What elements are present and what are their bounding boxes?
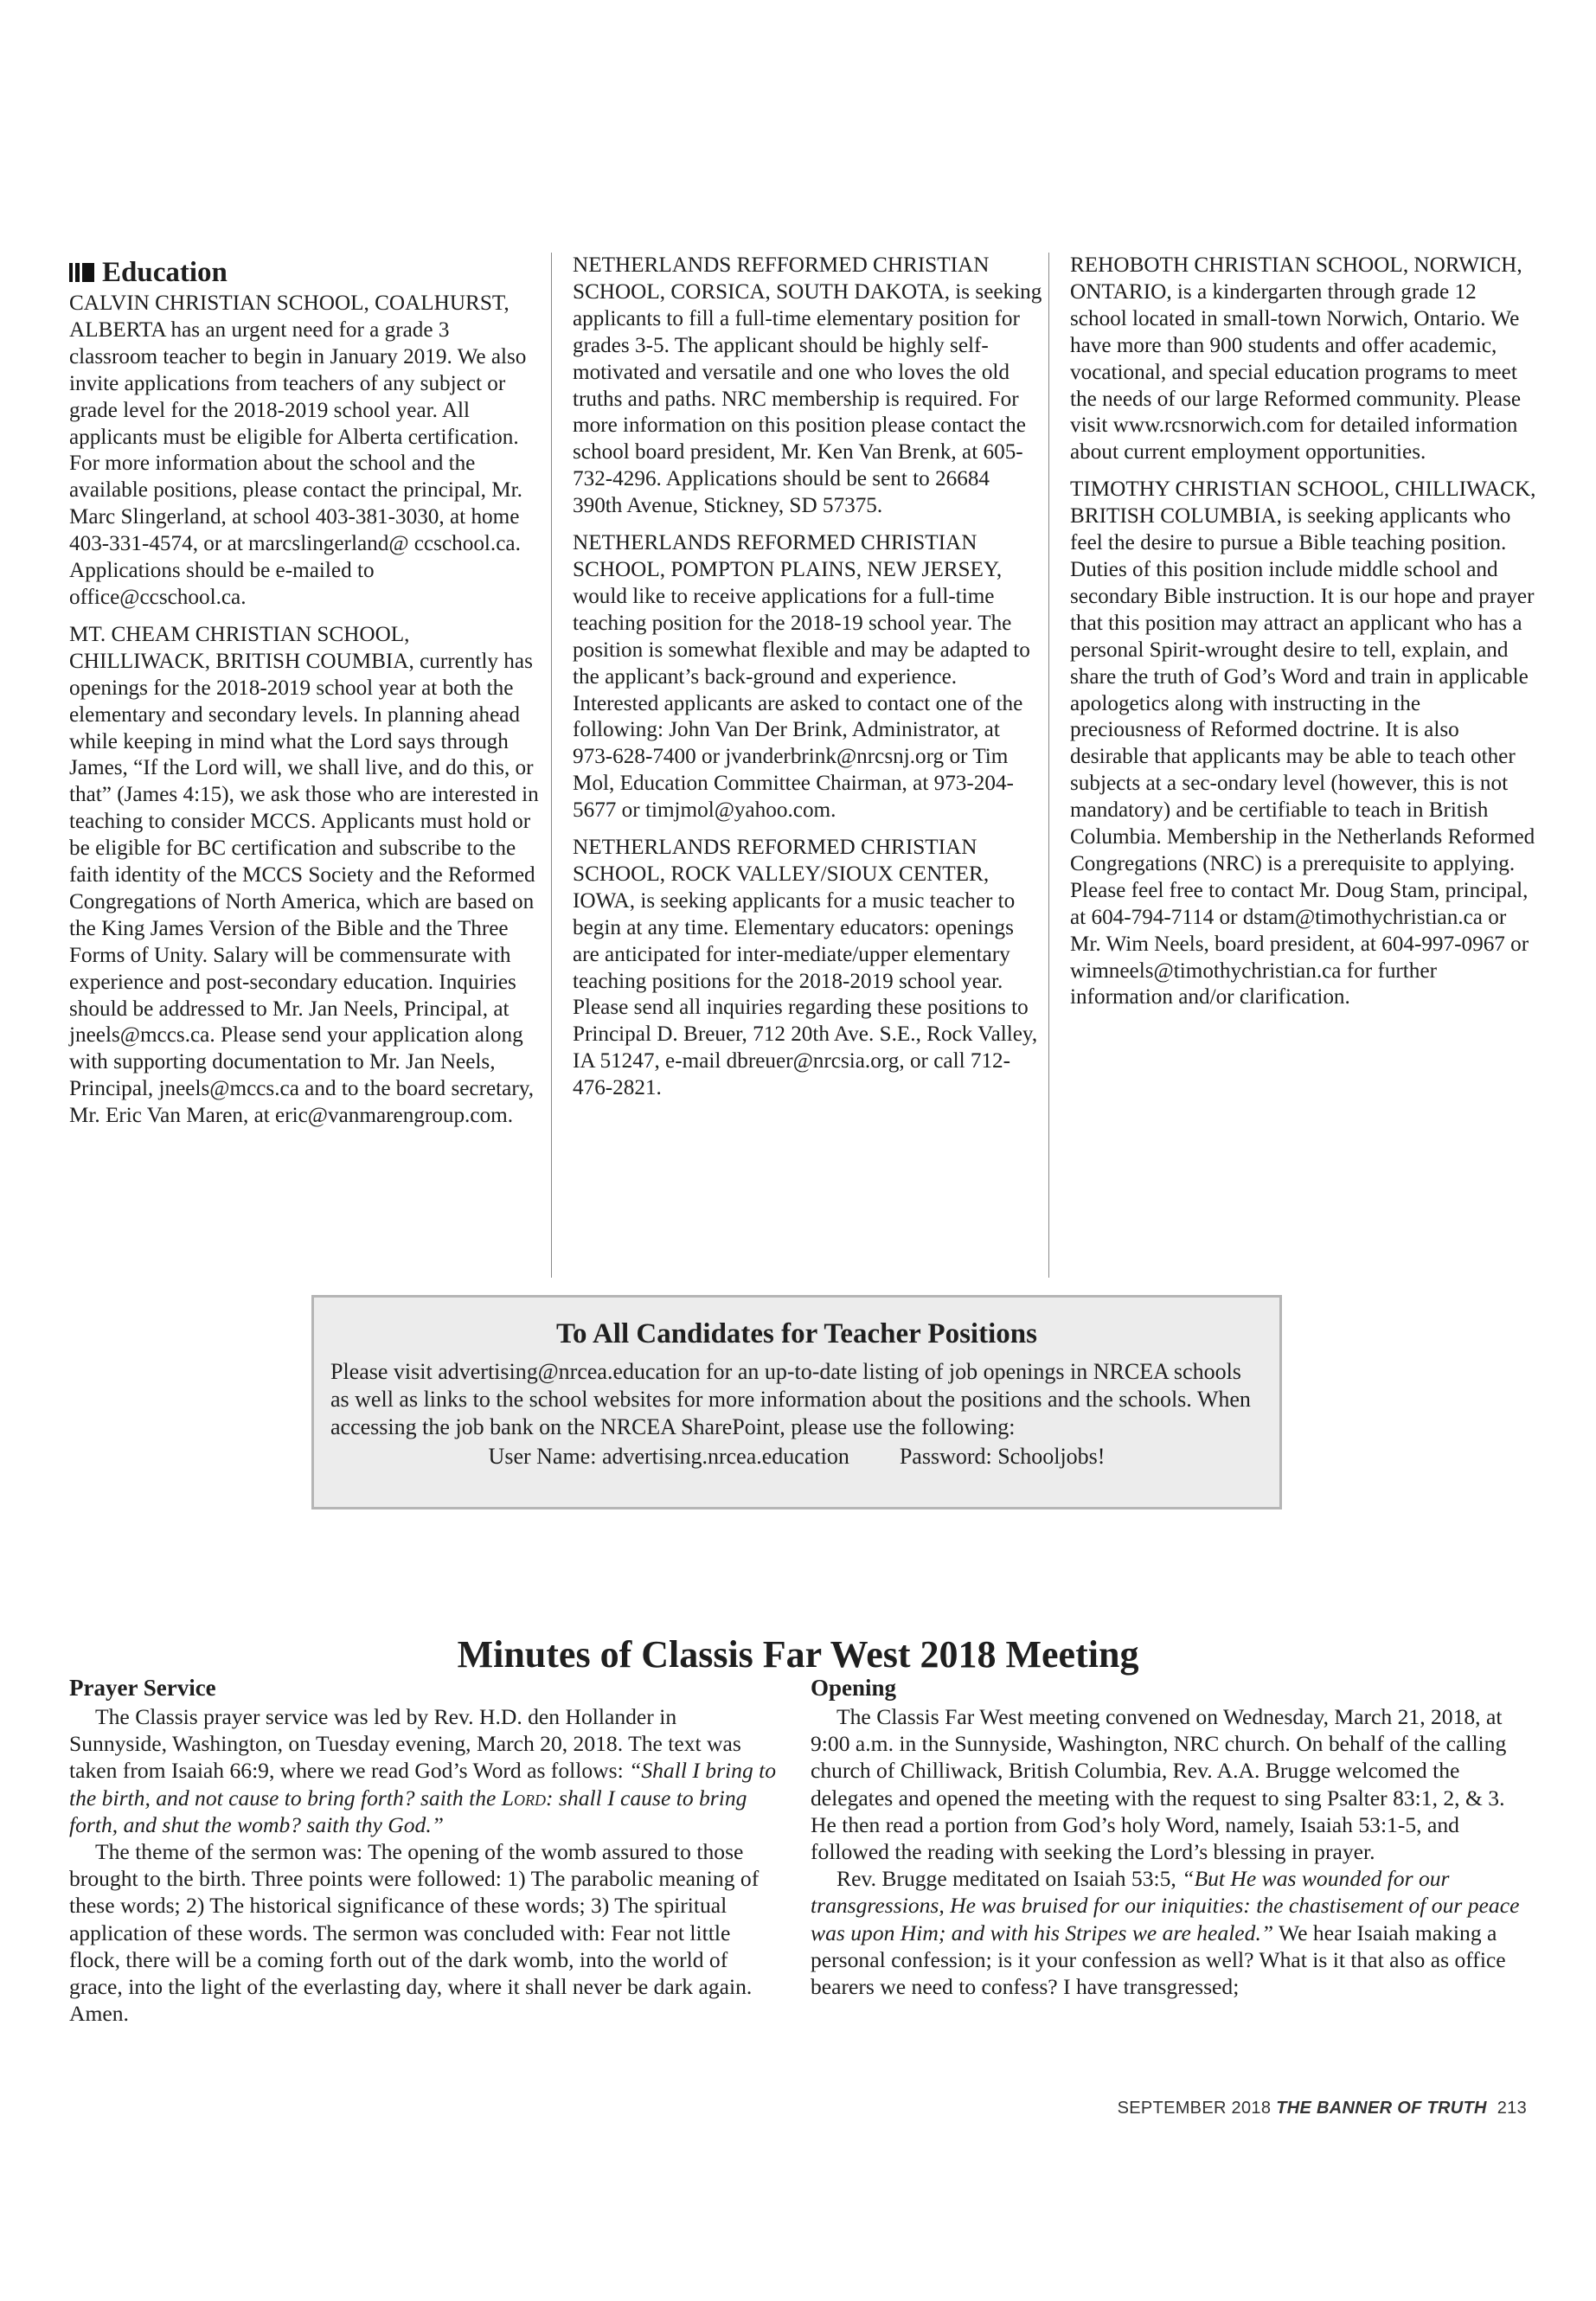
ad-mt-cheam-christian-school: MT. CHEAM CHRISTIAN SCHOOL, CHILLIWACK, BRITISH COUMBIA, currently has openings for the 2018-2019 school year at both the elementary and secondary levels. In planning ahead while keeping in mind what the Lord says through James, “If the Lord will, we shall live, and do this, or that” (James 4:15), we ask those who are interested in teaching to consider MCCS. Applicants must hold or be eligible for BC certification and subscribe to the faith identity of the MCCS Society and the Reformed Congregations of North America, which are based on the King James Version of the Bible and the Three Forms of Unity. Salary will be commensurate with experience and post-secondary education. Inquiries should be addressed to Mr. Jan Neels, Principal, at jneels@mccs.ca. Please send your application along with supporting documentation to Mr. Jan Neels, Principal, jneels@mccs.ca and to the board secretary, Mr. Eric Van Maren, at eric@vanmarengroup.com.	[69, 622, 539, 1128]
prayer-service-paragraph-1	[69, 1703, 779, 1838]
ad-rehoboth-christian-school: REHOBOTH CHRISTIAN SCHOOL, NORWICH, ONTARIO, is a kindergarten through grade 12 school located in small-town Norwich, Ontario. We have more than 900 students and offer academic, vocational, and special education programs to meet the needs of our large Reformed community. Please visit www.rcsnorwich.com for detailed information about current employment opportunities.	[1070, 253, 1522, 465]
notice-title: To All Candidates for Teacher Positions	[556, 1318, 1037, 1349]
page-number: 213	[1497, 2099, 1527, 2118]
column-divider	[551, 253, 552, 1278]
opening-column	[811, 1674, 1520, 2000]
notice-credentials	[314, 1443, 1279, 1471]
notice-username: User Name: advertising.nrcea.education	[488, 1444, 849, 1469]
teacher-candidates-notice	[311, 1295, 1282, 1509]
ad-nrcs-rock-valley: NETHERLANDS REFORMED CHRISTIAN SCHOOL, ROCK VALLEY/SIOUX CENTER, IOWA, is seeking applicants for a music teacher to begin at any time. Elementary educators: openings are anticipated for inter-mediate/upper elementary teaching positions for the 2018-2019 school year. Please send all inquiries regarding these positions to Principal D. Breuer, 712 20th Ave. S.E., Rock Valley, IA 51247, e-mail dbreuer@nrcsia.org, or call 712-476-2821.	[573, 836, 1038, 1100]
education-column-3	[1064, 253, 1537, 1278]
education-column-2	[567, 253, 1044, 1278]
ad-nrcs-pompton-plains: NETHERLANDS REFORMED CHRISTIAN SCHOOL, POMPTON PLAINS, NEW JERSEY, would like to receive applications for a full-time teaching position for the 2018-19 school year. The position is somewhat flexible and may be adapted to the applicant’s back-ground and experience. Interested applicants are asked to contact one of the following: John Van Der Brink, Administrator, at 973-628-7400 or jvanderbrink@nrcsnj.org or Tim Mol, Education Committee Chairman, at 973-204-5677 or timjmol@yahoo.com.	[573, 531, 1030, 823]
opening-paragraph-1: The Classis Far West meeting convened on Wednesday, March 21, 2018, at 9:00 a.m. in the Sunnyside, Washington, NRC church. On behalf of the calling church of Chilliwack, British Columbia, Rev. A.A. Brugge welcomed the delegates and opened the meeting with the request to sing Psalter 83:1, 2, & 3. He then read a portion from God’s holy Word, namely, Isaiah 53:1-5, and followed the reading with seeking the Lord’s blessing in prayer.	[811, 1704, 1507, 1865]
page-footer	[1118, 2097, 1527, 2119]
prayer-service-paragraph-2: The theme of the sermon was: The opening of the womb assured to those brought to the birth. Three points were followed: 1) The parabolic meaning of these words; 2) The historical significance of these words; 3) The spiritual application of these words. The sermon was concluded with: Fear not little flock, there will be a coming forth out of the dark womb, into the world of grace, into the light of the everlasting day, where it shall never be dark again. Amen.	[69, 1839, 760, 2027]
column-divider	[1048, 253, 1049, 1278]
prayer-intro-text: The Classis prayer service was led by Rev. H.D. den Hollander in Sunnyside, Washington, on Tuesday evening, March 20, 2018. The text was taken from Isaiah 66:9, where we read God’s Word as follows:	[69, 1704, 741, 1784]
footer-publication: THE BANNER OF TRUTH	[1276, 2099, 1487, 2118]
prayer-service-heading: Prayer Service	[69, 1675, 216, 1701]
education-section	[69, 253, 1536, 1278]
opening-paragraph-2	[811, 1865, 1520, 2000]
minutes-title: Minutes of Classis Far West 2018 Meeting	[457, 1633, 1139, 1676]
notice-password: Password: Schooljobs!	[899, 1444, 1106, 1469]
section-marker-icon	[69, 261, 94, 284]
notice-body: Please visit advertising@nrcea.education for an up-to-date listing of job openings in NRCEA schools as well as links to the school websites for more information about the positions and the schools. When accessing the job bank on the NRCEA SharePoint, please use the following:	[330, 1359, 1251, 1439]
opening-p2-rest: We hear Isaiah making a personal confession; is it your confession as well? What is it that also as office bearers we need to confess? I have transgressed;	[811, 1920, 1506, 2000]
quote-part-1: “Shall I bring to the birth, and not cause to bring forth? saith the	[69, 1758, 777, 1811]
prayer-service-column	[69, 1674, 779, 2027]
education-column-1	[69, 253, 541, 1278]
opening-heading: Opening	[811, 1675, 897, 1701]
quote-lord: Lord	[501, 1785, 547, 1811]
quote-part-2: : shall I cause to bring forth, and shut the womb? saith thy God.”	[69, 1785, 747, 1837]
scripture-quote-isaiah-53-5: “But He was wounded for our transgressions, He was bruised for our iniquities: the chastisement of our peace was upon Him; and with his Stripes we are healed.”	[811, 1866, 1520, 1945]
ad-calvin-christian-school: CALVIN CHRISTIAN SCHOOL, COALHURST, ALBERTA has an urgent need for a grade 3 classroom teacher to begin in January 2019. We also invite applications from teachers of any subject or grade level for the 2018-2019 school year. All applicants must be eligible for Alberta certification. For more information about the school and the available positions, please contact the principal, Mr. Marc Slingerland, at school 403-381-3030, at home 403-331-4574, or at marcslingerland@ ccschool.ca. Applications should be e-mailed to office@ccschool.ca.	[69, 292, 527, 609]
education-heading-text: Education	[102, 257, 228, 288]
education-heading	[69, 256, 541, 289]
footer-date: SEPTEMBER 2018	[1117, 2099, 1272, 2118]
ad-timothy-christian-school: TIMOTHY CHRISTIAN SCHOOL, CHILLIWACK, BRITISH COLUMBIA, is seeking applicants who feel the desire to pursue a Bible teaching position. Duties of this position include middle school and secondary Bible instruction. It is our hope and prayer that this position may attract an applicant who has a personal Spirit-wrought desire to tell, explain, and share the truth of God’s Word and train in applicable apologetics along with instructing in the preciousness of Reformed doctrine. It is also desirable that applicants may be able to teach other subjects at a sec-ondary level (however, this is not mandatory) and be certifiable to teach in British Columbia. Membership in the Netherlands Reformed Congregations (NRC) is a prerequisite to applying. Please feel free to contact Mr. Doug Stam, principal, at 604-794-7114 or dstam@timothychristian.ca or Mr. Wim Neels, board president, at 604-997-0967 or wimneels@timothychristian.ca for further information and/or clarification.	[1070, 478, 1536, 1009]
opening-p2-intro: Rev. Brugge meditated on Isaiah 53:5,	[836, 1866, 1183, 1892]
ad-nrcs-corsica: NETHERLANDS REFFORMED CHRISTIAN SCHOOL, CORSICA, SOUTH DAKOTA, is seeking applicants to fill a full-time elementary position for grades 3-5. The applicant should be highly self-motivated and versatile and one who loves the old truths and paths. NRC membership is required. For more information on this position please contact the school board president, Mr. Ken Van Brenk, at 605-732-4296. Applications should be sent to 26684 390th Avenue, Stickney, SD 57375.	[573, 253, 1042, 518]
